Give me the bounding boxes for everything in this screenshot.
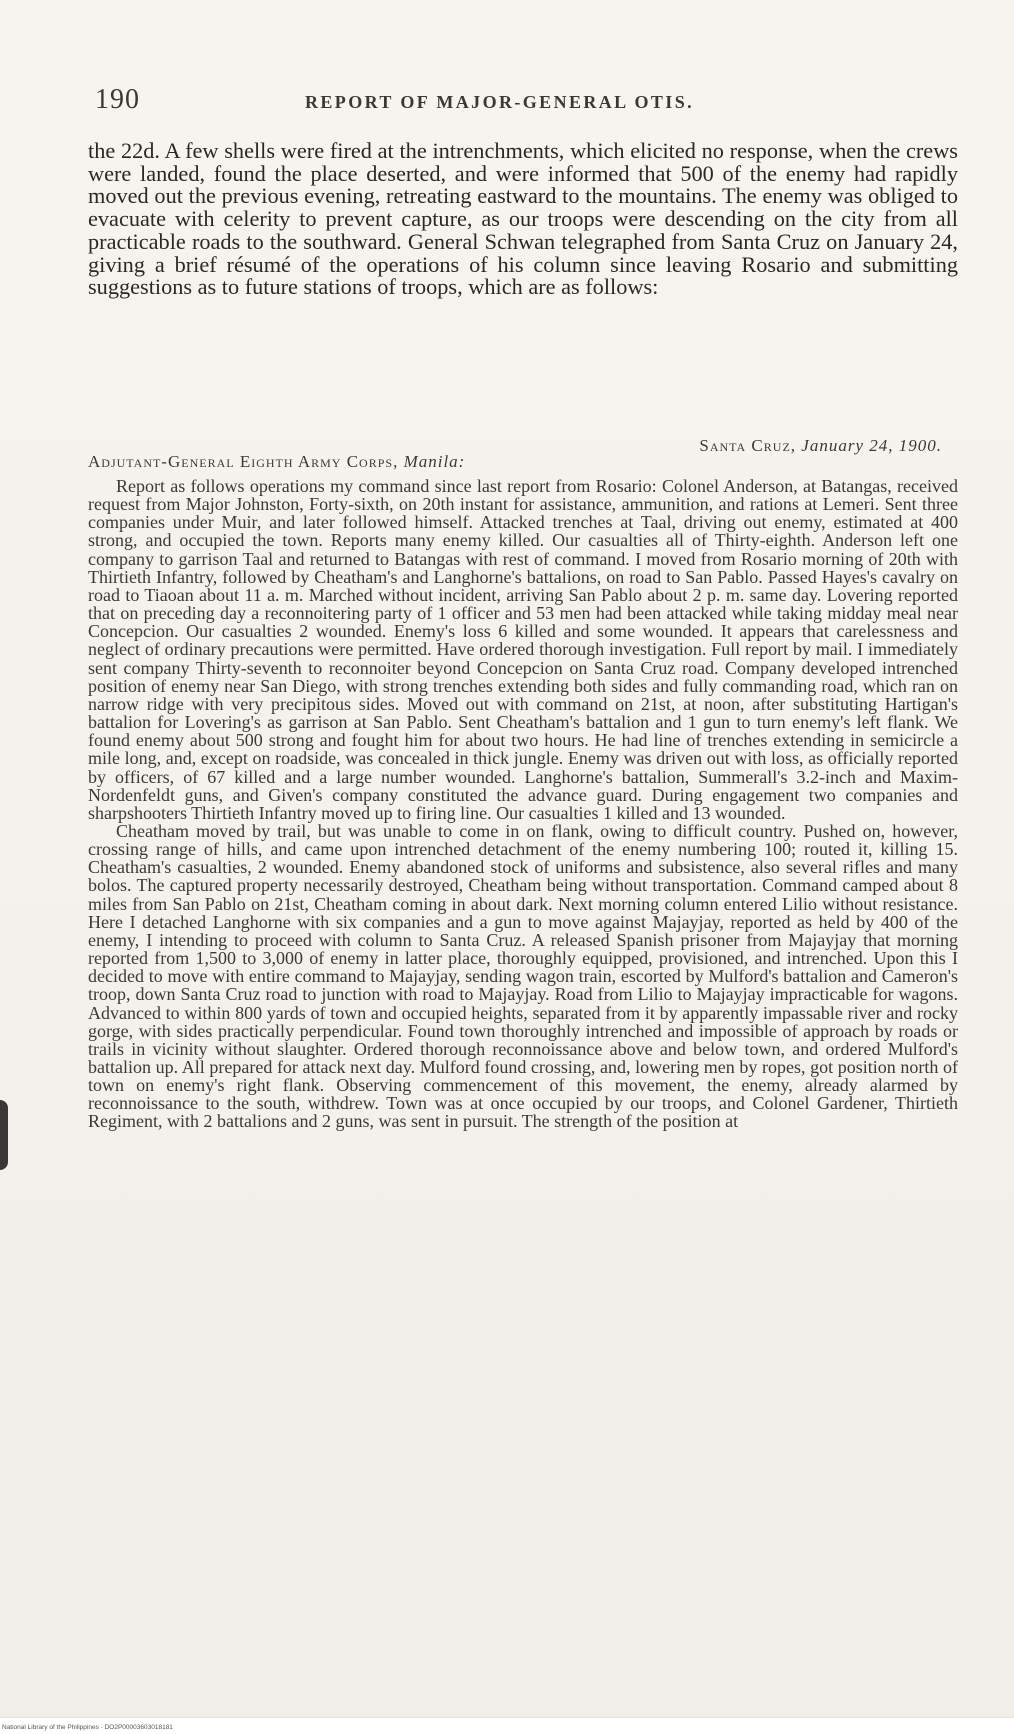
scan-footer-text: National Library of the Philippines · DO2P00003603018181 <box>2 1724 173 1731</box>
telegram-paragraph-2: Cheatham moved by trail, but was unable to come in on flank, owing to difficult country. Pushed on, however, crossing range of hills, and came upon intrenched detachment of the enemy numbering 100; routed it, killing 15. Cheatham's casualties, 2 wounded. Enemy abandoned stock of uniforms and subsistence, also several rifles and many bolos. The captured property necessarily destroyed, Cheatham being without transportation. Command camped about 8 miles from San Pablo on 21st, Cheatham coming in about dark. Next morning column entered Lilio without resistance. Here I detached Langhorne with six companies and a gun to move against Majayjay, reported as held by 400 of the enemy, I intending to proceed with column to Santa Cruz. A released Spanish prisoner from Majayjay that morning reported from 1,500 to 3,000 of enemy in latter place, thoroughly equipped, provisioned, and intrenched. Upon this I decided to move with entire command to Majayjay, sending wagon train, escorted by Mulford's battalion and Cameron's troop, down Santa Cruz road to junction with road to Majayjay. Road from Lilio to Majayjay impracticable for wagons. Advanced to within 800 yards of town and occupied heights, separated from it by apparently impassable river and rocky gorge, with sides practically perpendicular. Found town thoroughly intrenched and impossible of approach by roads or trails in vicinity without slaughter. Ordered thorough reconnoissance above and below town, and ordered Mulford's battalion up. All prepared for attack next day. Mulford found crossing, and, lowering men by ropes, got position north of town on enemy's right flank. Observing commencement of this movement, the enemy, already alarmed by reconnoissance to the south, withdrew. Town was at once occupied by our troops, and Colonel Gardener, Thirtieth Regiment, with 2 battalions and 2 guns, was sent in pursuit. The strength of the position at <box>88 820 958 1132</box>
addressee-name: Adjutant-General Eighth Army Corps, <box>88 452 399 471</box>
body-paragraph: the 22d. A few shells were fired at the intrenchments, which elicited no response, when the crews were landed, found the place deserted, and were informed that 500 of the enemy had rapidly moved out the previous evening, retreating eastward to the mountains. The enemy was obliged to evacuate with celerity to prevent capture, as our troops were descending on the city from all practicable roads to the southward. General Schwan telegraphed from Santa Cruz on January 24, giving a brief résumé of the operations of his column since leaving Rosario and submitting suggestions as to future stations of troops, which are as follows: <box>88 138 958 300</box>
addressee-location: Manila: <box>403 452 466 471</box>
telegram-addressee <box>88 452 465 472</box>
running-title: REPORT OF MAJOR-GENERAL OTIS. <box>305 92 695 112</box>
scan-footer <box>0 1717 1014 1734</box>
telegram-body <box>88 477 958 1131</box>
telegram-place: Santa Cruz, <box>699 436 797 455</box>
telegram-dateline <box>699 436 942 456</box>
telegram-date: January 24, 1900. <box>801 436 942 455</box>
page-header <box>95 84 955 120</box>
binding-shadow <box>0 1100 8 1170</box>
page-number: 190 <box>95 84 140 115</box>
telegram-paragraph-1: Report as follows operations my command since last report from Rosario: Colonel Anderson, at Batangas, received request from Major Johnston, Forty-sixth, on 20th instant for assistance, ammunition, and rations at Lemeri. Sent three companies under Muir, and later followed himself. Attacked trenches at Taal, driving out enemy, estimated at 400 strong, and occupied the town. Reports many enemy killed. Our casualties all of Thirty-eighth. Anderson left one company to garrison Taal and returned to Batangas with rest of command. I moved from Rosario morning of 20th with Thirtieth Infantry, followed by Cheatham's and Langhorne's battalions, on road to San Pablo. Passed Hayes's cavalry on road to Tiaoan about 11 a. m. Marched without incident, arriving San Pablo about 2 p. m. same day. Lovering reported that on preceding day a reconnoitering party of 1 officer and 53 men had been attacked while taking midday meal near Concepcion. Our casualties 2 wounded. Enemy's loss 6 killed and some wounded. It appears that carelessness and neglect of ordinary precautions were permitted. Have ordered thorough investigation. Full report by mail. I immediately sent company Thirty-seventh to reconnoiter beyond Concepcion on Santa Cruz road. Company developed intrenched position of enemy near San Diego, with strong trenches extending both sides and fully commanding road, which ran on narrow ridge with very precipitous sides. Moved out with command on 21st, at noon, after substituting Hartigan's battalion for Lovering's as garrison at San Pablo. Sent Cheatham's battalion and 1 gun to turn enemy's left flank. We found enemy about 500 strong and fought him for about two hours. He had line of trenches extending in semicircle a mile long, and, except on roadside, was concealed in thick jungle. Enemy was driven out with loss, as officially reported by officers, of 67 killed and a large number wounded. Langhorne's battalion, Summerall's 3.2-inch and Maxim-Nordenfeldt guns, and Given's company constituted the advance guard. During engagement two companies and sharpshooters Thirtieth Infantry moved up to firing line. Our casualties 1 killed and 13 wounded. <box>88 476 958 823</box>
